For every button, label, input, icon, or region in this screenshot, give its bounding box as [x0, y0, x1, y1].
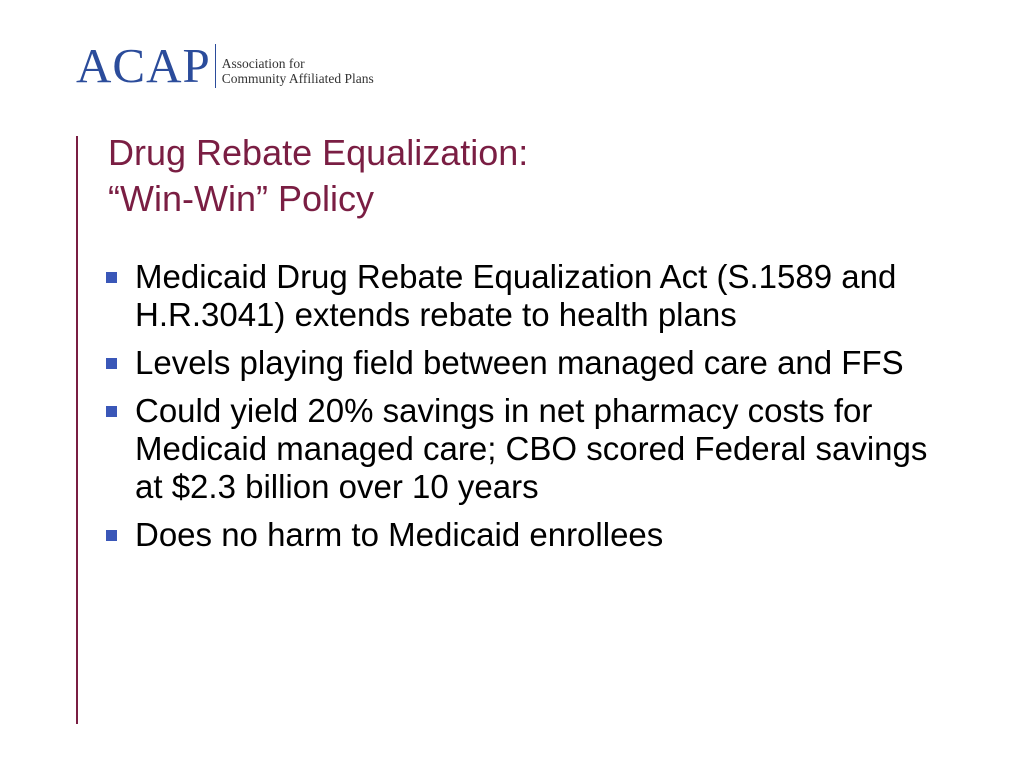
bullet-item: [104, 392, 984, 506]
vertical-rule: [76, 136, 78, 724]
bullet-text: Medicaid Drug Rebate Equalization Act (S.1589 and H.R.3041) extends rebate to health plans: [135, 258, 897, 333]
bullet-text: Could yield 20% savings in net pharmacy costs for Medicaid managed care; CBO scored Federal savings at $2.3 billion over 10 years: [135, 392, 928, 505]
logo-text: [222, 40, 374, 86]
square-bullet-icon: [106, 358, 117, 369]
bullet-text: Does no harm to Medicaid enrollees: [135, 516, 664, 553]
acap-logo: [76, 40, 374, 92]
logo-mark: ACAP: [76, 38, 211, 93]
bullet-item: [104, 516, 984, 554]
slide-title-line1: Drug Rebate Equalization:: [108, 132, 529, 173]
slide-title-line2: “Win-Win” Policy: [108, 178, 374, 219]
logo-text-line2: Community Affiliated Plans: [221, 71, 374, 86]
bullet-list: [104, 258, 984, 564]
bullet-item: [104, 258, 984, 334]
square-bullet-icon: [106, 530, 117, 541]
logo-divider: [215, 44, 216, 88]
square-bullet-icon: [106, 406, 117, 417]
slide-title: [108, 130, 528, 222]
bullet-item: [104, 344, 984, 382]
logo-text-line1: Association for: [221, 56, 305, 71]
bullet-text: Levels playing field between managed care and FFS: [135, 344, 904, 381]
square-bullet-icon: [106, 272, 117, 283]
